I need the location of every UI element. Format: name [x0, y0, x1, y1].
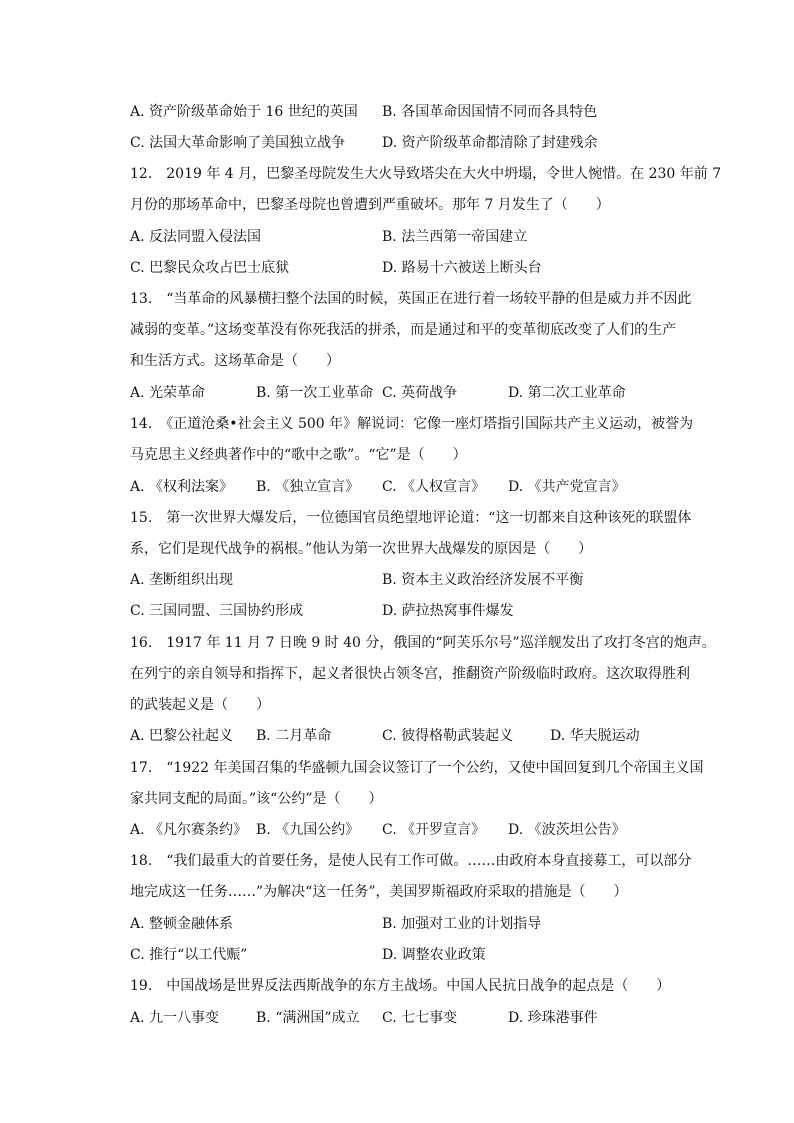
q13-stem-line-2: 减弱的变革。”这场变革没有你死我活的拼杀，而是通过和平的变革彻底改变了人们的生产 [130, 322, 677, 338]
q17-option-a: A. 《凡尔赛条约》 [130, 822, 248, 838]
q16-option-d: D. 华夫脱运动 [550, 728, 640, 744]
q13-option-a: A. 光荣革命 [130, 385, 206, 401]
q16-stem-line-2: 在列宁的亲自领导和指挥下，起义者很快占领冬宫，推翻资产阶级临时政府。这次取得胜利 [130, 666, 690, 682]
q11-option-b: B. 各国革命因国情不同而各具特色 [382, 104, 598, 120]
q14-option-c: C. 《人权宣言》 [382, 479, 486, 495]
q15-option-b: B. 资本主义政治经济发展不平衡 [382, 572, 584, 588]
q14-option-d: D. 《共产党宣言》 [508, 479, 626, 495]
q16-option-b: B. 二月革命 [256, 728, 332, 744]
q16-option-a: A. 巴黎公社起义 [130, 728, 234, 744]
q14-option-b: B. 《独立宣言》 [256, 479, 360, 495]
q13-stem-line-3: 和生活方式。这场革命是（ ） [130, 353, 340, 369]
q13-option-c: C. 英荷战争 [382, 385, 458, 401]
q14-stem-line-2: 马克思主义经典著作中的“歌中之歌”。“它”是（ ） [130, 447, 467, 463]
q15-option-a: A. 垄断组织出现 [130, 572, 234, 588]
q12-stem-line-1: 12. 2019 年 4 月，巴黎圣母院发生大火导致塔尖在大火中坍塌，令世人惋惜。在 230 年前 7 [130, 166, 722, 182]
q13-stem-line-1: 13. “当革命的风暴横扫整个法国的时候，英国正在进行着一场较平静的但是威力并不因此 [130, 291, 692, 307]
q15-stem-line-2: 系，它们是现代战争的祸根。”他认为第一次世界大战爆发的原因是（ ） [130, 541, 593, 557]
q19-option-c: C. 七七事变 [382, 1010, 458, 1026]
q11-option-a: A. 资产阶级革命始于 16 世纪的英国 [130, 104, 358, 120]
q15-option-d: D. 萨拉热窝事件爆发 [382, 603, 514, 619]
q13-option-b: B. 第一次工业革命 [256, 385, 374, 401]
q18-option-b: B. 加强对工业的计划指导 [382, 916, 542, 932]
q17-stem-line-1: 17. “1922 年美国召集的华盛顿九国会议签订了一个公约，又使中国回复到几个帝国主义国 [130, 760, 704, 776]
q17-stem-line-2: 家共同支配的局面。”该“公约”是（ ） [130, 791, 383, 807]
q17-option-c: C. 《开罗宣言》 [382, 822, 486, 838]
q15-stem-line-1: 15. 第一次世界大爆发后，一位德国官员绝望地评论道：“这一切都来自这种该死的联盟体 [130, 510, 692, 526]
q19-option-d: D. 珍珠港事件 [508, 1010, 598, 1026]
q16-option-c: C. 彼得格勒武装起义 [382, 728, 514, 744]
q12-option-b: B. 法兰西第一帝国建立 [382, 229, 528, 245]
q18-option-c: C. 推行“以工代赈” [130, 947, 248, 963]
q18-option-a: A. 整顿金融体系 [130, 916, 234, 932]
q13-option-d: D. 第二次工业革命 [508, 385, 626, 401]
q15-option-c: C. 三国同盟、三国协约形成 [130, 603, 304, 619]
q11-option-c: C. 法国大革命影响了美国独立战争 [130, 135, 346, 151]
q17-option-b: B. 《九国公约》 [256, 822, 360, 838]
q18-option-d: D. 调整农业政策 [382, 947, 486, 963]
q12-option-d: D. 路易十六被送上断头台 [382, 260, 542, 276]
q19-option-b: B. “满洲国”成立 [256, 1010, 360, 1026]
q12-stem-line-2: 月份的那场革命中，巴黎圣母院也曾遭到严重破坏。那年 7 月发生了（ ） [130, 197, 610, 213]
q11-option-d: D. 资产阶级革命都清除了封建残余 [382, 135, 598, 151]
q12-option-c: C. 巴黎民众攻占巴士底狱 [130, 260, 290, 276]
q12-option-a: A. 反法同盟入侵法国 [130, 229, 262, 245]
q16-stem-line-1: 16. 1917 年 11 月 7 日晚 9 时 40 分，俄国的“阿芙乐尔号”巡洋舰发出了攻打冬宫的炮声。 [130, 635, 716, 651]
q14-stem-line-1: 14. 《正道沧桑•社会主义 500 年》解说词：它像一座灯塔指引国际共产主义运动，被誉为 [130, 416, 694, 432]
q18-stem-line-2: 地完成这一任务……”为解决“这一任务”，美国罗斯福政府采取的措施是（ ） [130, 884, 628, 900]
q17-option-d: D. 《波茨坦公告》 [508, 822, 626, 838]
q19-stem-line-1: 19. 中国战场是世界反法西斯战争的东方主战场。中国人民抗日战争的起点是（ ） [130, 978, 671, 994]
q19-option-a: A. 九一八事变 [130, 1010, 220, 1026]
q18-stem-line-1: 18. “我们最重大的首要任务，是使人民有工作可做。……由政府本身直接募工，可以部分 [130, 853, 692, 869]
q14-option-a: A. 《权利法案》 [130, 479, 234, 495]
q16-stem-line-3: 的武装起义是（ ） [130, 697, 270, 713]
